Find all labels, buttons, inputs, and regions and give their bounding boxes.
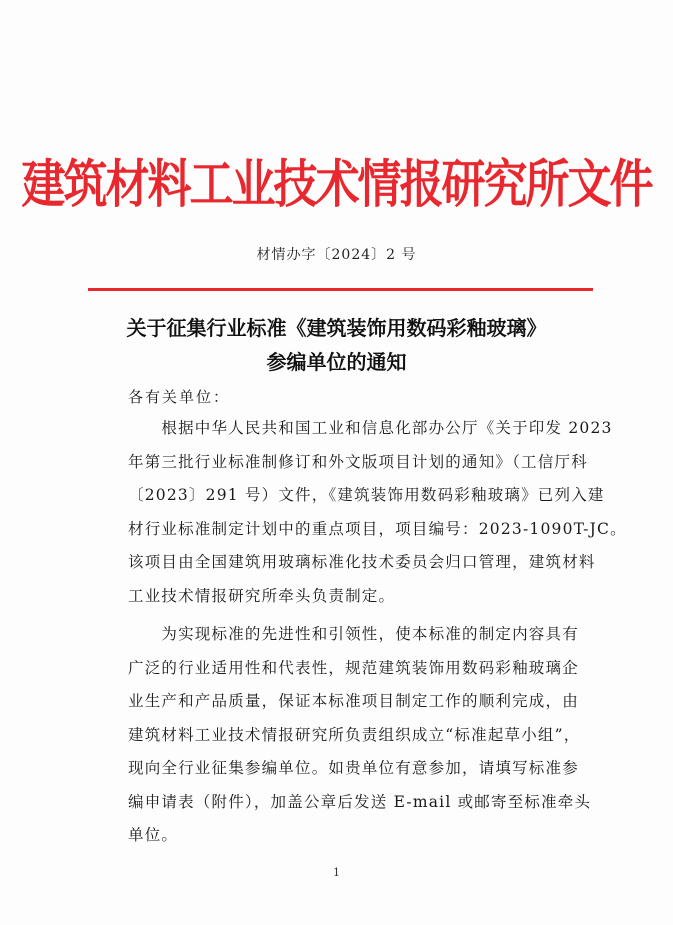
paragraph-line: 广泛的行业适用性和代表性，规范建筑装饰用数码彩釉玻璃企 — [128, 658, 579, 677]
paragraph-line: 该项目由全国建筑用玻璃标准化技术委员会归口管理，建筑材料 — [128, 553, 596, 571]
paragraph-line: 建筑材料工业技术情报研究所负责组织成立“标准起草小组”， — [128, 725, 581, 744]
paragraph-line: 〔2023〕291 号）文件，《建筑装饰用数码彩釉玻璃》已列入建 — [128, 486, 605, 504]
salutation: 各有关单位： — [128, 388, 231, 406]
paragraph-line: 工业技术情报研究所牵头负责制定。 — [128, 586, 396, 605]
paragraph-line: 现向全行业征集参编单位。如贵单位有意参加，请填写标准参 — [128, 759, 579, 777]
red-divider-line — [88, 288, 593, 291]
paragraph-line: 编申请表（附件），加盖公章后发送 E-mail 或邮寄至标准牵头 — [128, 792, 592, 811]
paragraph-line: 年第三批行业标准制修订和外文版项目计划的通知》（工信厅科 — [128, 452, 588, 471]
paragraph-line: 业生产和产品质量，保证本标准项目制定工作的顺利完成，由 — [128, 692, 579, 710]
notice-title-line-1: 关于征集行业标准《建筑装饰用数码彩釉玻璃》 — [126, 316, 547, 340]
paragraph-line: 根据中华人民共和国工业和信息化部办公厅《关于印发 2023 — [128, 419, 613, 437]
page-number: 1 — [333, 866, 340, 879]
letterhead-title: 建筑材料工业技术情报研究所文件 — [21, 154, 652, 215]
notice-title-line-2: 参编单位的通知 — [266, 350, 407, 374]
paragraph-line: 为实现标准的先进性和引领性，使本标准的制定内容具有 — [128, 625, 579, 643]
paragraph-line: 单位。 — [128, 826, 179, 844]
document-number: 材情办字〔2024〕2 号 — [256, 247, 417, 263]
paragraph-line: 材行业标准制定计划中的重点项目，项目编号：2023-1090T-JC。 — [128, 519, 627, 538]
body-paragraph-1 — [128, 412, 627, 613]
body-paragraph-2 — [128, 618, 598, 853]
